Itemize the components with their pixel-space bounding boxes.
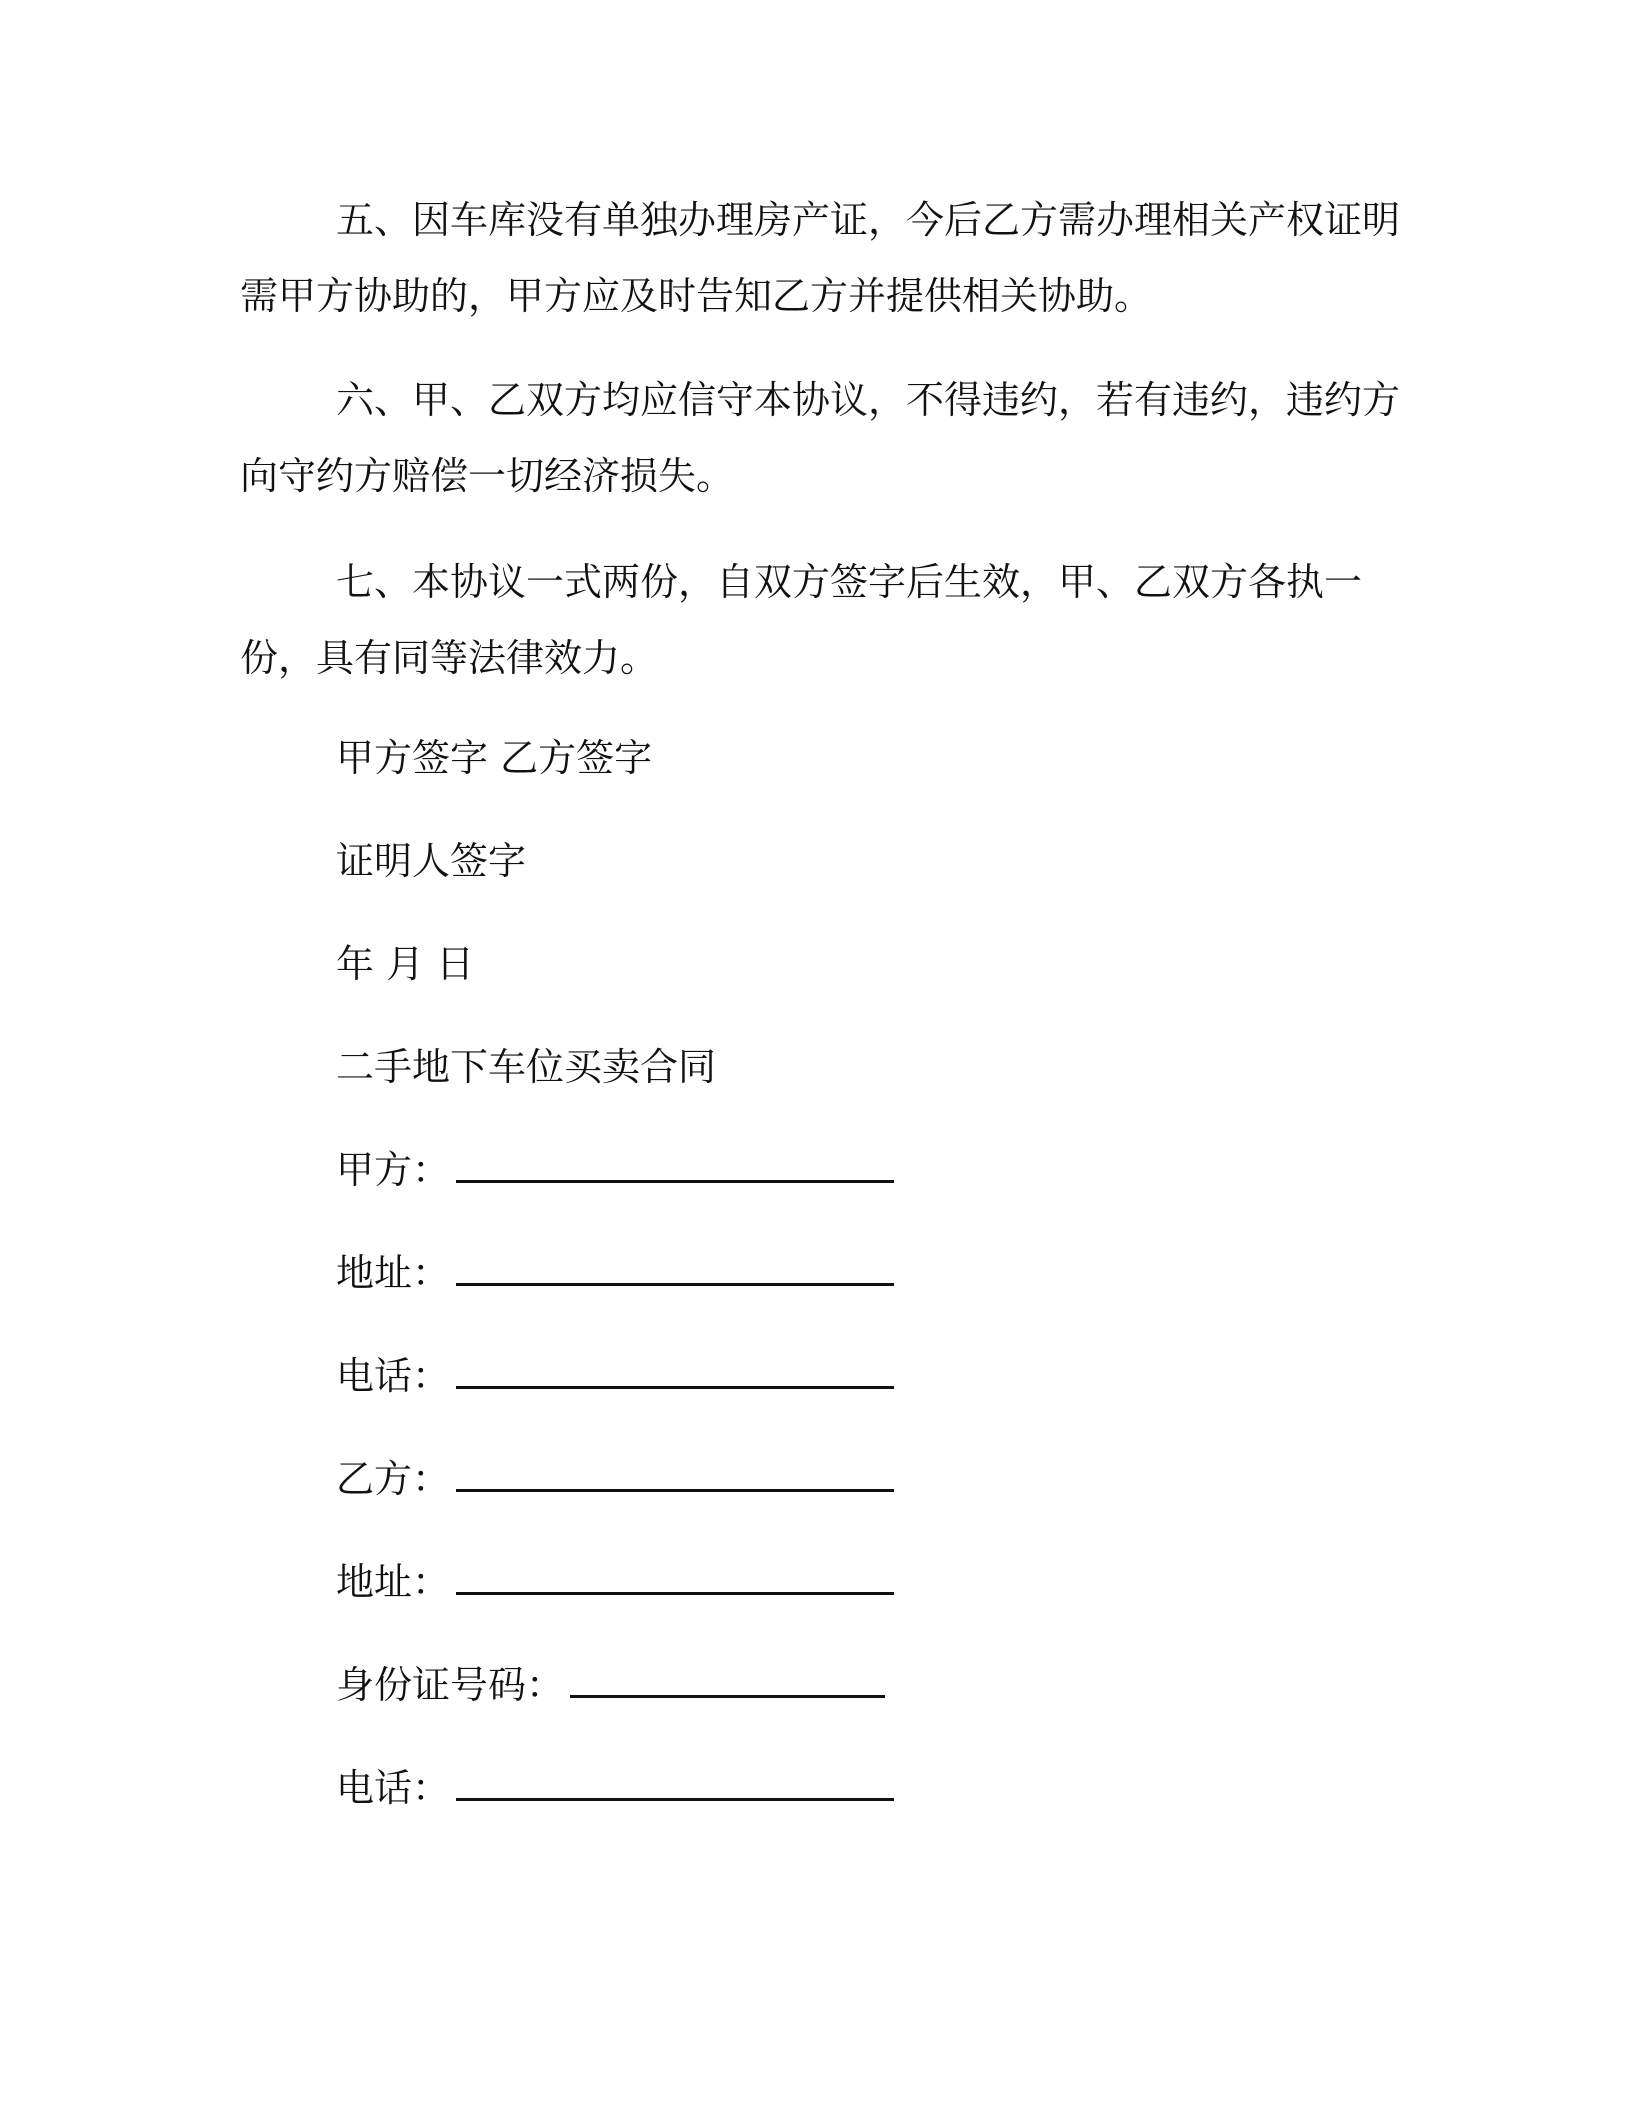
- party-signatures: 甲方签字 乙方签字: [336, 736, 653, 780]
- party-a-address-blank[interactable]: [456, 1249, 894, 1286]
- party-b-phone-blank[interactable]: [456, 1764, 894, 1801]
- party-a-address-field: [336, 1248, 894, 1298]
- party-b-id-field: [336, 1660, 885, 1710]
- party-b-field: [336, 1454, 894, 1504]
- clause-six: 六、甲、乙双方均应信守本协议，不得违约，若有违约，违约方向守约方赔偿一切经济损失。: [240, 378, 1401, 498]
- party-b-id-blank[interactable]: [570, 1661, 885, 1698]
- party-a-label: 甲方：: [336, 1148, 451, 1192]
- party-a-field: [336, 1145, 894, 1195]
- party-b-address-label: 地址：: [336, 1560, 451, 1604]
- contract-title: 二手地下车位买卖合同: [336, 1045, 717, 1089]
- party-b-phone-field: [336, 1763, 894, 1813]
- witness-signature: 证明人签字: [336, 839, 527, 883]
- party-b-address-field: [336, 1557, 894, 1607]
- party-b-address-blank[interactable]: [456, 1558, 894, 1595]
- party-a-phone-label: 电话：: [336, 1354, 451, 1398]
- party-b-label: 乙方：: [336, 1457, 451, 1501]
- party-b-blank[interactable]: [456, 1455, 894, 1492]
- signature-date: 年 月 日: [336, 942, 475, 986]
- party-a-address-label: 地址：: [336, 1251, 451, 1295]
- clause-five: 五、因车库没有单独办理房产证，今后乙方需办理相关产权证明需甲方协助的，甲方应及时告知乙方并提供相关协助。: [240, 198, 1401, 318]
- clause-seven: 七、本协议一式两份，自双方签字后生效，甲、乙双方各执一份，具有同等法律效力。: [240, 560, 1363, 680]
- party-b-id-label: 身份证号码：: [336, 1663, 565, 1707]
- party-a-blank[interactable]: [456, 1146, 894, 1183]
- party-a-phone-field: [336, 1351, 894, 1401]
- party-a-phone-blank[interactable]: [456, 1352, 894, 1389]
- party-b-phone-label: 电话：: [336, 1766, 451, 1810]
